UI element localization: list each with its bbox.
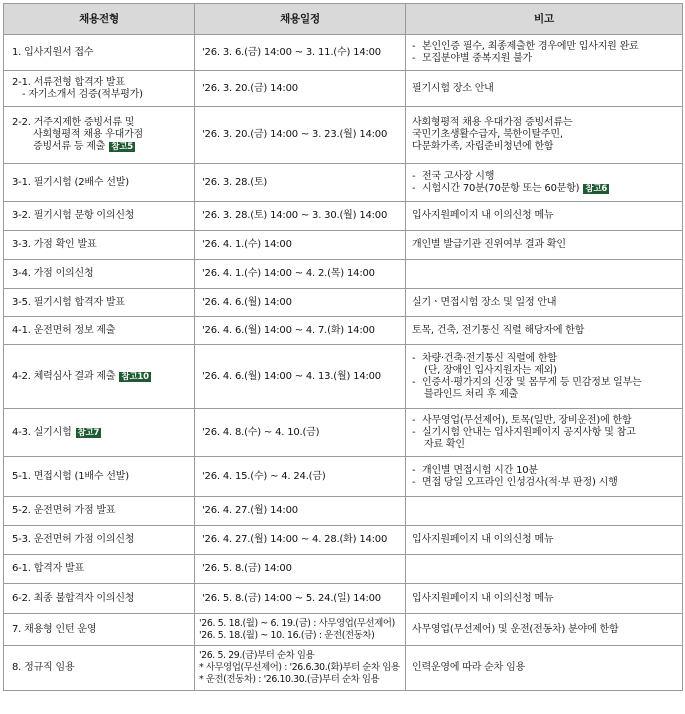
ref6-tag: 참고6 — [585, 183, 608, 194]
note-cell: 필기시험 장소 안내 — [406, 71, 683, 107]
stage-cell: 1. 입사지원서 접수 — [4, 35, 195, 71]
schedule-cell: '26. 5. 18.(월) ~ 6. 19.(금) : 사무영업(무선제어) '26. 5. 18.(월) ~ 10. 16.(금) : 운전(전동차) — [195, 614, 406, 646]
note-cell: - 차량·건축·전기통신 직렬에 한함 (단, 장애인 입사지원자는 제외) - 인증서·평가지의 신장 및 몸무게 등 민감정보 일부는 블라인드 처리 후 제출 — [406, 345, 683, 409]
schedule-table — [3, 3, 683, 691]
schedule-cell: '26. 4. 6.(월) 14:00 ~ 4. 7.(화) 14:00 — [195, 317, 406, 345]
table-row — [4, 289, 683, 317]
note-cell — [406, 555, 683, 584]
note-cell: - 전국 고사장 시행 - 시험시간 70분(70문항 또는 60문항) 참고6 — [406, 164, 683, 202]
note-cell: 개인별 발급기관 진위여부 결과 확인 — [406, 231, 683, 260]
schedule-cell: '26. 3. 28.(토) — [195, 164, 406, 202]
table-row — [4, 35, 683, 71]
table-row — [4, 260, 683, 289]
stage-cell: 4-3. 실기시험 참고7 — [4, 409, 195, 457]
note-cell — [406, 260, 683, 289]
schedule-cell: '26. 3. 6.(금) 14:00 ~ 3. 11.(수) 14:00 — [195, 35, 406, 71]
note-cell: 토목, 건축, 전기통신 직렬 해당자에 한함 — [406, 317, 683, 345]
note-cell: - 개인별 면접시험 시간 10분 - 면접 당일 오프라인 인성검사(적·부 판정) 시행 — [406, 457, 683, 497]
table-row — [4, 497, 683, 526]
schedule-cell: '26. 4. 1.(수) 14:00 — [195, 231, 406, 260]
recruitment-schedule — [3, 3, 682, 691]
schedule-cell: '26. 3. 20.(금) 14:00 — [195, 71, 406, 107]
table-row — [4, 107, 683, 164]
stage-cell: 5-1. 면접시험 (1배수 선발) — [4, 457, 195, 497]
stage-cell: 3-2. 필기시험 문항 이의신청 — [4, 202, 195, 231]
note-cell: 입사지원페이지 내 이의신청 메뉴 — [406, 202, 683, 231]
note-cell: - 본인인증 필수, 최종제출한 경우에만 입사지원 완료 - 모집분야별 중복지원 불가 — [406, 35, 683, 71]
schedule-cell: '26. 4. 15.(수) ~ 4. 24.(금) — [195, 457, 406, 497]
stage-cell: 2-1. 서류전형 합격자 발표 - 자기소개서 검증(적부평가) — [4, 71, 195, 107]
schedule-cell: '26. 3. 28.(토) 14:00 ~ 3. 30.(월) 14:00 — [195, 202, 406, 231]
table-row — [4, 614, 683, 646]
note-cell: 입사지원페이지 내 이의신청 메뉴 — [406, 584, 683, 614]
table-row — [4, 646, 683, 691]
stage-cell: 6-2. 최종 불합격자 이의신청 — [4, 584, 195, 614]
table-row — [4, 555, 683, 584]
ref10-tag: 참고10 — [121, 371, 149, 382]
schedule-cell: '26. 5. 8.(금) 14:00 — [195, 555, 406, 584]
table-row — [4, 317, 683, 345]
schedule-cell: '26. 4. 27.(월) 14:00 ~ 4. 28.(화) 14:00 — [195, 526, 406, 555]
schedule-cell: '26. 4. 27.(월) 14:00 — [195, 497, 406, 526]
schedule-cell: '26. 4. 1.(수) 14:00 ~ 4. 2.(목) 14:00 — [195, 260, 406, 289]
schedule-cell: '26. 5. 29.(금)부터 순차 임용 * 사무영업(무선제어) : '26.6.30.(화)부터 순차 임용 * 운전(전동차) : '26.10.30.(금)부터 순차 임용 — [195, 646, 406, 691]
ref5-tag: 참고5 — [111, 142, 133, 152]
note-cell: 실기ㆍ면접시험 장소 및 일정 안내 — [406, 289, 683, 317]
note-cell: 사회형평적 채용 우대가점 증빙서류는 국민기초생활수급자, 북한이탈주민, 다문화가족, 자립준비청년에 한함 — [406, 107, 683, 164]
table-row — [4, 584, 683, 614]
table-row — [4, 526, 683, 555]
stage-cell: 5-2. 운전면허 가점 발표 — [4, 497, 195, 526]
stage-cell: 4-2. 체력심사 결과 제출 참고10 — [4, 345, 195, 409]
ref7-tag: 참고7 — [77, 427, 100, 438]
stage-cell: 6-1. 합격자 발표 — [4, 555, 195, 584]
table-row — [4, 231, 683, 260]
header-stage: 채용전형 — [4, 4, 195, 35]
schedule-cell: '26. 4. 6.(월) 14:00 — [195, 289, 406, 317]
stage-cell: 3-1. 필기시험 (2배수 선발) — [4, 164, 195, 202]
table-row — [4, 164, 683, 202]
stage-cell: 3-4. 가점 이의신청 — [4, 260, 195, 289]
table-row — [4, 202, 683, 231]
note-cell: 사무영업(무선제어) 및 운전(전동차) 분야에 한함 — [406, 614, 683, 646]
stage-cell: 3-5. 필기시험 합격자 발표 — [4, 289, 195, 317]
table-row — [4, 71, 683, 107]
note-cell — [406, 497, 683, 526]
schedule-cell: '26. 3. 20.(금) 14:00 ~ 3. 23.(월) 14:00 — [195, 107, 406, 164]
table-row — [4, 409, 683, 457]
note-cell: 인력운영에 따라 순차 임용 — [406, 646, 683, 691]
stage-cell: 2-2. 거주지제한 증빙서류 및 사회형평적 채용 우대가점 증빙서류 등 제출 참고5 — [4, 107, 195, 164]
stage-cell: 4-1. 운전면허 정보 제출 — [4, 317, 195, 345]
header-row — [4, 4, 683, 35]
note-cell: 입사지원페이지 내 이의신청 메뉴 — [406, 526, 683, 555]
table-row — [4, 457, 683, 497]
stage-cell: 3-3. 가점 확인 발표 — [4, 231, 195, 260]
table-row — [4, 345, 683, 409]
schedule-cell: '26. 5. 8.(금) 14:00 ~ 5. 24.(일) 14:00 — [195, 584, 406, 614]
schedule-cell: '26. 4. 6.(월) 14:00 ~ 4. 13.(월) 14:00 — [195, 345, 406, 409]
stage-cell: 7. 채용형 인턴 운영 — [4, 614, 195, 646]
header-schedule: 채용일정 — [195, 4, 406, 35]
note-cell: - 사무영업(무선제어), 토목(일반, 장비운전)에 한함 - 실기시험 안내는 입사지원페이지 공지사항 및 참고 자료 확인 — [406, 409, 683, 457]
schedule-cell: '26. 4. 8.(수) ~ 4. 10.(금) — [195, 409, 406, 457]
stage-cell: 5-3. 운전면허 가점 이의신청 — [4, 526, 195, 555]
stage-cell: 8. 정규직 임용 — [4, 646, 195, 691]
header-note: 비고 — [406, 4, 683, 35]
